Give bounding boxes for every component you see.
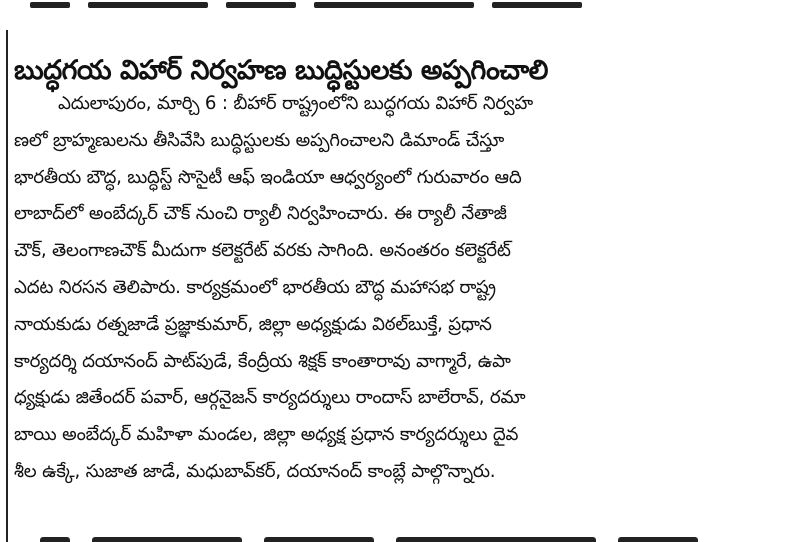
article-line: ధ్యక్షుడు జితేందర్ పవార్, ఆర్గనైజన్ కార్యదర్శులు రాందాస్ బాలేరావ్, రమా — [14, 387, 526, 409]
article-headline: బుద్ధగయ విహార్ నిర్వహణ బుద్ధిస్టులకు అప్పగించాలి — [14, 55, 548, 87]
column-rule — [6, 30, 8, 542]
article-line: ఎదులాపురం, మార్చి 6 : బీహార్ రాష్ట్రంలోని బుద్ధగయ విహార్ నిర్వహ — [58, 93, 533, 114]
previous-article-fragment — [30, 0, 740, 14]
article-line: చౌక్, తెలంగాణచౌక్ మీదుగా కలెక్టరేట్ వరకు సాగింది. అనంతరం కలెక్టరేట్ — [14, 240, 511, 262]
article-line: నాయకుడు రత్నజాడే ప్రజ్ఞాకుమార్, జిల్లా అధ్యక్షుడు విఠల్‌బుక్తే, ప్రధాన — [14, 313, 492, 335]
article-line: ఎదట నిరసన తెలిపారు. కార్యక్రమంలో భారతీయ బౌద్ధ మహాసభ రాష్ట్ర — [14, 276, 496, 298]
article-line: ణలో బ్రాహ్మణులను తీసివేసి బుద్ధిస్టులకు అప్పగించాలని డిమాండ్ చేస్తూ — [14, 129, 505, 151]
next-headline-fragment — [40, 532, 770, 542]
article-body — [14, 86, 780, 491]
article-line: లాబాద్‌లో అంబేద్కర్ చౌక్ నుంచి ర్యాలీ నిర్వహించారు. ఈ ర్యాలీ నేతాజీ — [14, 203, 507, 225]
article-line: శీల ఉక్కే, సుజాత జాడే, మధుబావ్‌కర్, దయానంద్ కాంబ్లే పాల్గొన్నారు. — [14, 460, 496, 482]
article-line: భారతీయ బౌద్ధ, బుద్ధిస్ట్ సొసైటీ ఆఫ్ ఇండియా ఆధ్వర్యంలో గురువారం ఆది — [14, 166, 522, 188]
article-line: కార్యదర్శి దయానంద్ పాట్‌పుడే, కేంద్రీయ శిక్షక్ కాంతారావు వాగ్మారే, ఉపా — [14, 350, 511, 372]
article-line: బాయి అంబేద్కర్ మహిళా మండల, జిల్లా అధ్యక్ష ప్రధాన కార్యదర్శులు దైవ — [14, 424, 519, 446]
